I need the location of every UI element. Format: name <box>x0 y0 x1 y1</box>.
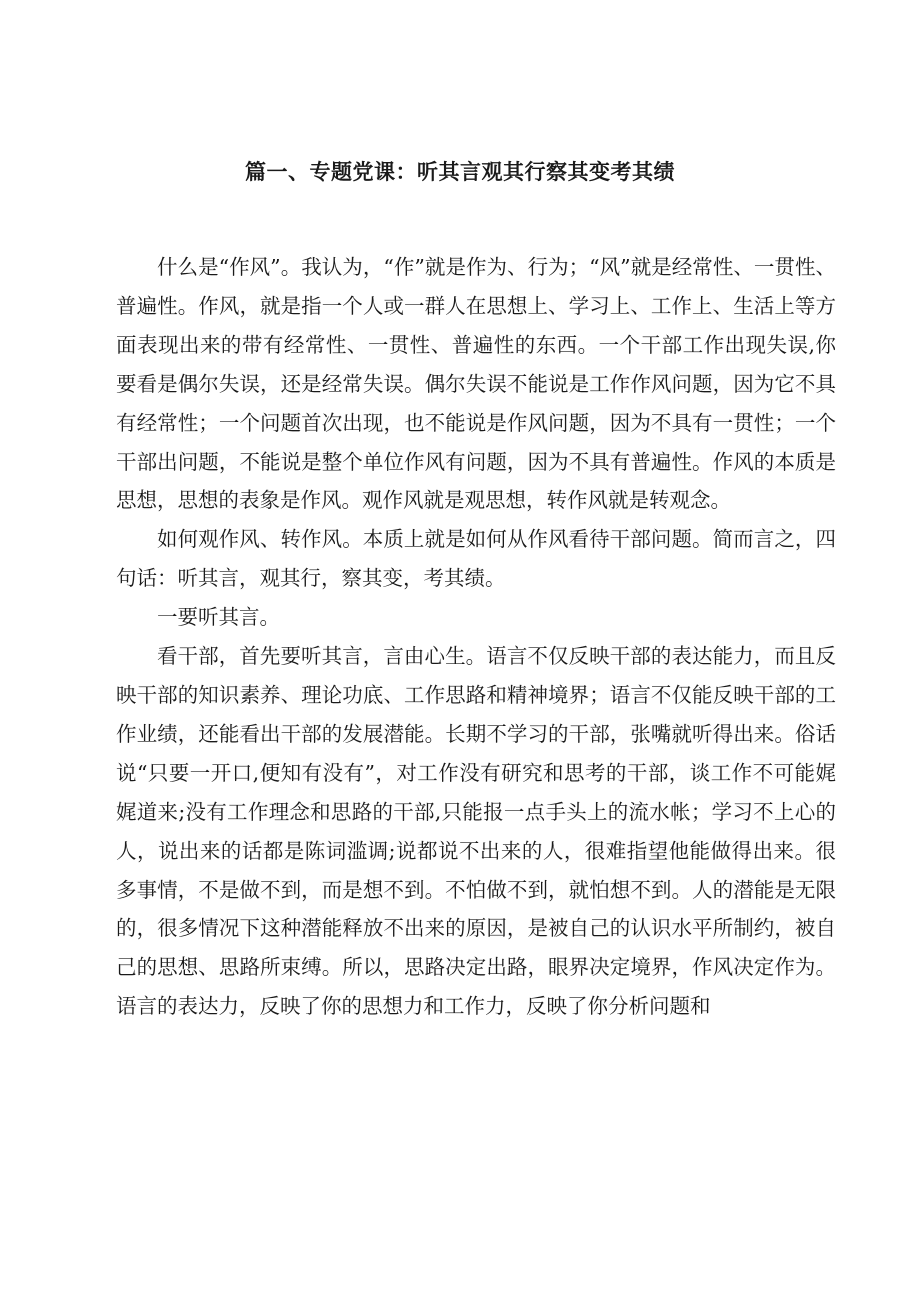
paragraph-listen-to-words: 看干部，首先要听其言，言由心生。语言不仅反映干部的表达能力，而且反映干部的知识素养、理论功底、工作思路和精神境界；语言不仅能反映干部的工作业绩，还能看出干部的发展潜能。长期不学习的干部，张嘴就听得出来。俗话说“只要一开口,便知有没有”，对工作没有研究和思考的干部，谈工作不可能娓娓道来;没有工作理念和思路的干部,只能报一点手头上的流水帐；学习不上心的人，说出来的话都是陈词滥调;说都说不出来的人，很难指望他能做得出来。很多事情，不是做不到，而是想不到。不怕做不到，就怕想不到。人的潜能是无限的，很多情况下这种潜能释放不出来的原因，是被自己的认识水平所制约，被自己的思想、思路所束缚。所以，思路决定出路，眼界决定境界，作风决定作为。语言的表达力，反映了你的思想力和工作力，反映了你分析问题和 <box>116 644 836 1019</box>
paragraph-how-to-observe-style: 如何观作风、转作风。本质上就是如何从作风看待干部问题。简而言之，四句话：听其言，观其行，察其变，考其绩。 <box>116 527 836 591</box>
document-title: 篇一、专题党课：听其言观其行察其变考其绩 <box>245 160 675 184</box>
document-body <box>116 248 836 1026</box>
section-heading-listen-to-words: 一要听其言。 <box>157 605 280 630</box>
paragraph-definition-of-style: 什么是“作风”。我认为，“作”就是作为、行为；“风”就是经常性、一贯性、普遍性。作风，就是指一个人或一群人在思想上、学习上、工作上、生活上等方面表现出来的带有经常性、一贯性、普遍性的东西。一个干部工作出现失误,你要看是偶尔失误，还是经常失误。偶尔失误不能说是工作作风问题，因为它不具有经常性；一个问题首次出现，也不能说是作风问题，因为不具有一贯性；一个干部出问题，不能说是整个单位作风有问题，因为不具有普遍性。作风的本质是思想，思想的表象是作风。观作风就是观思想，转作风就是转观念。 <box>116 255 836 513</box>
